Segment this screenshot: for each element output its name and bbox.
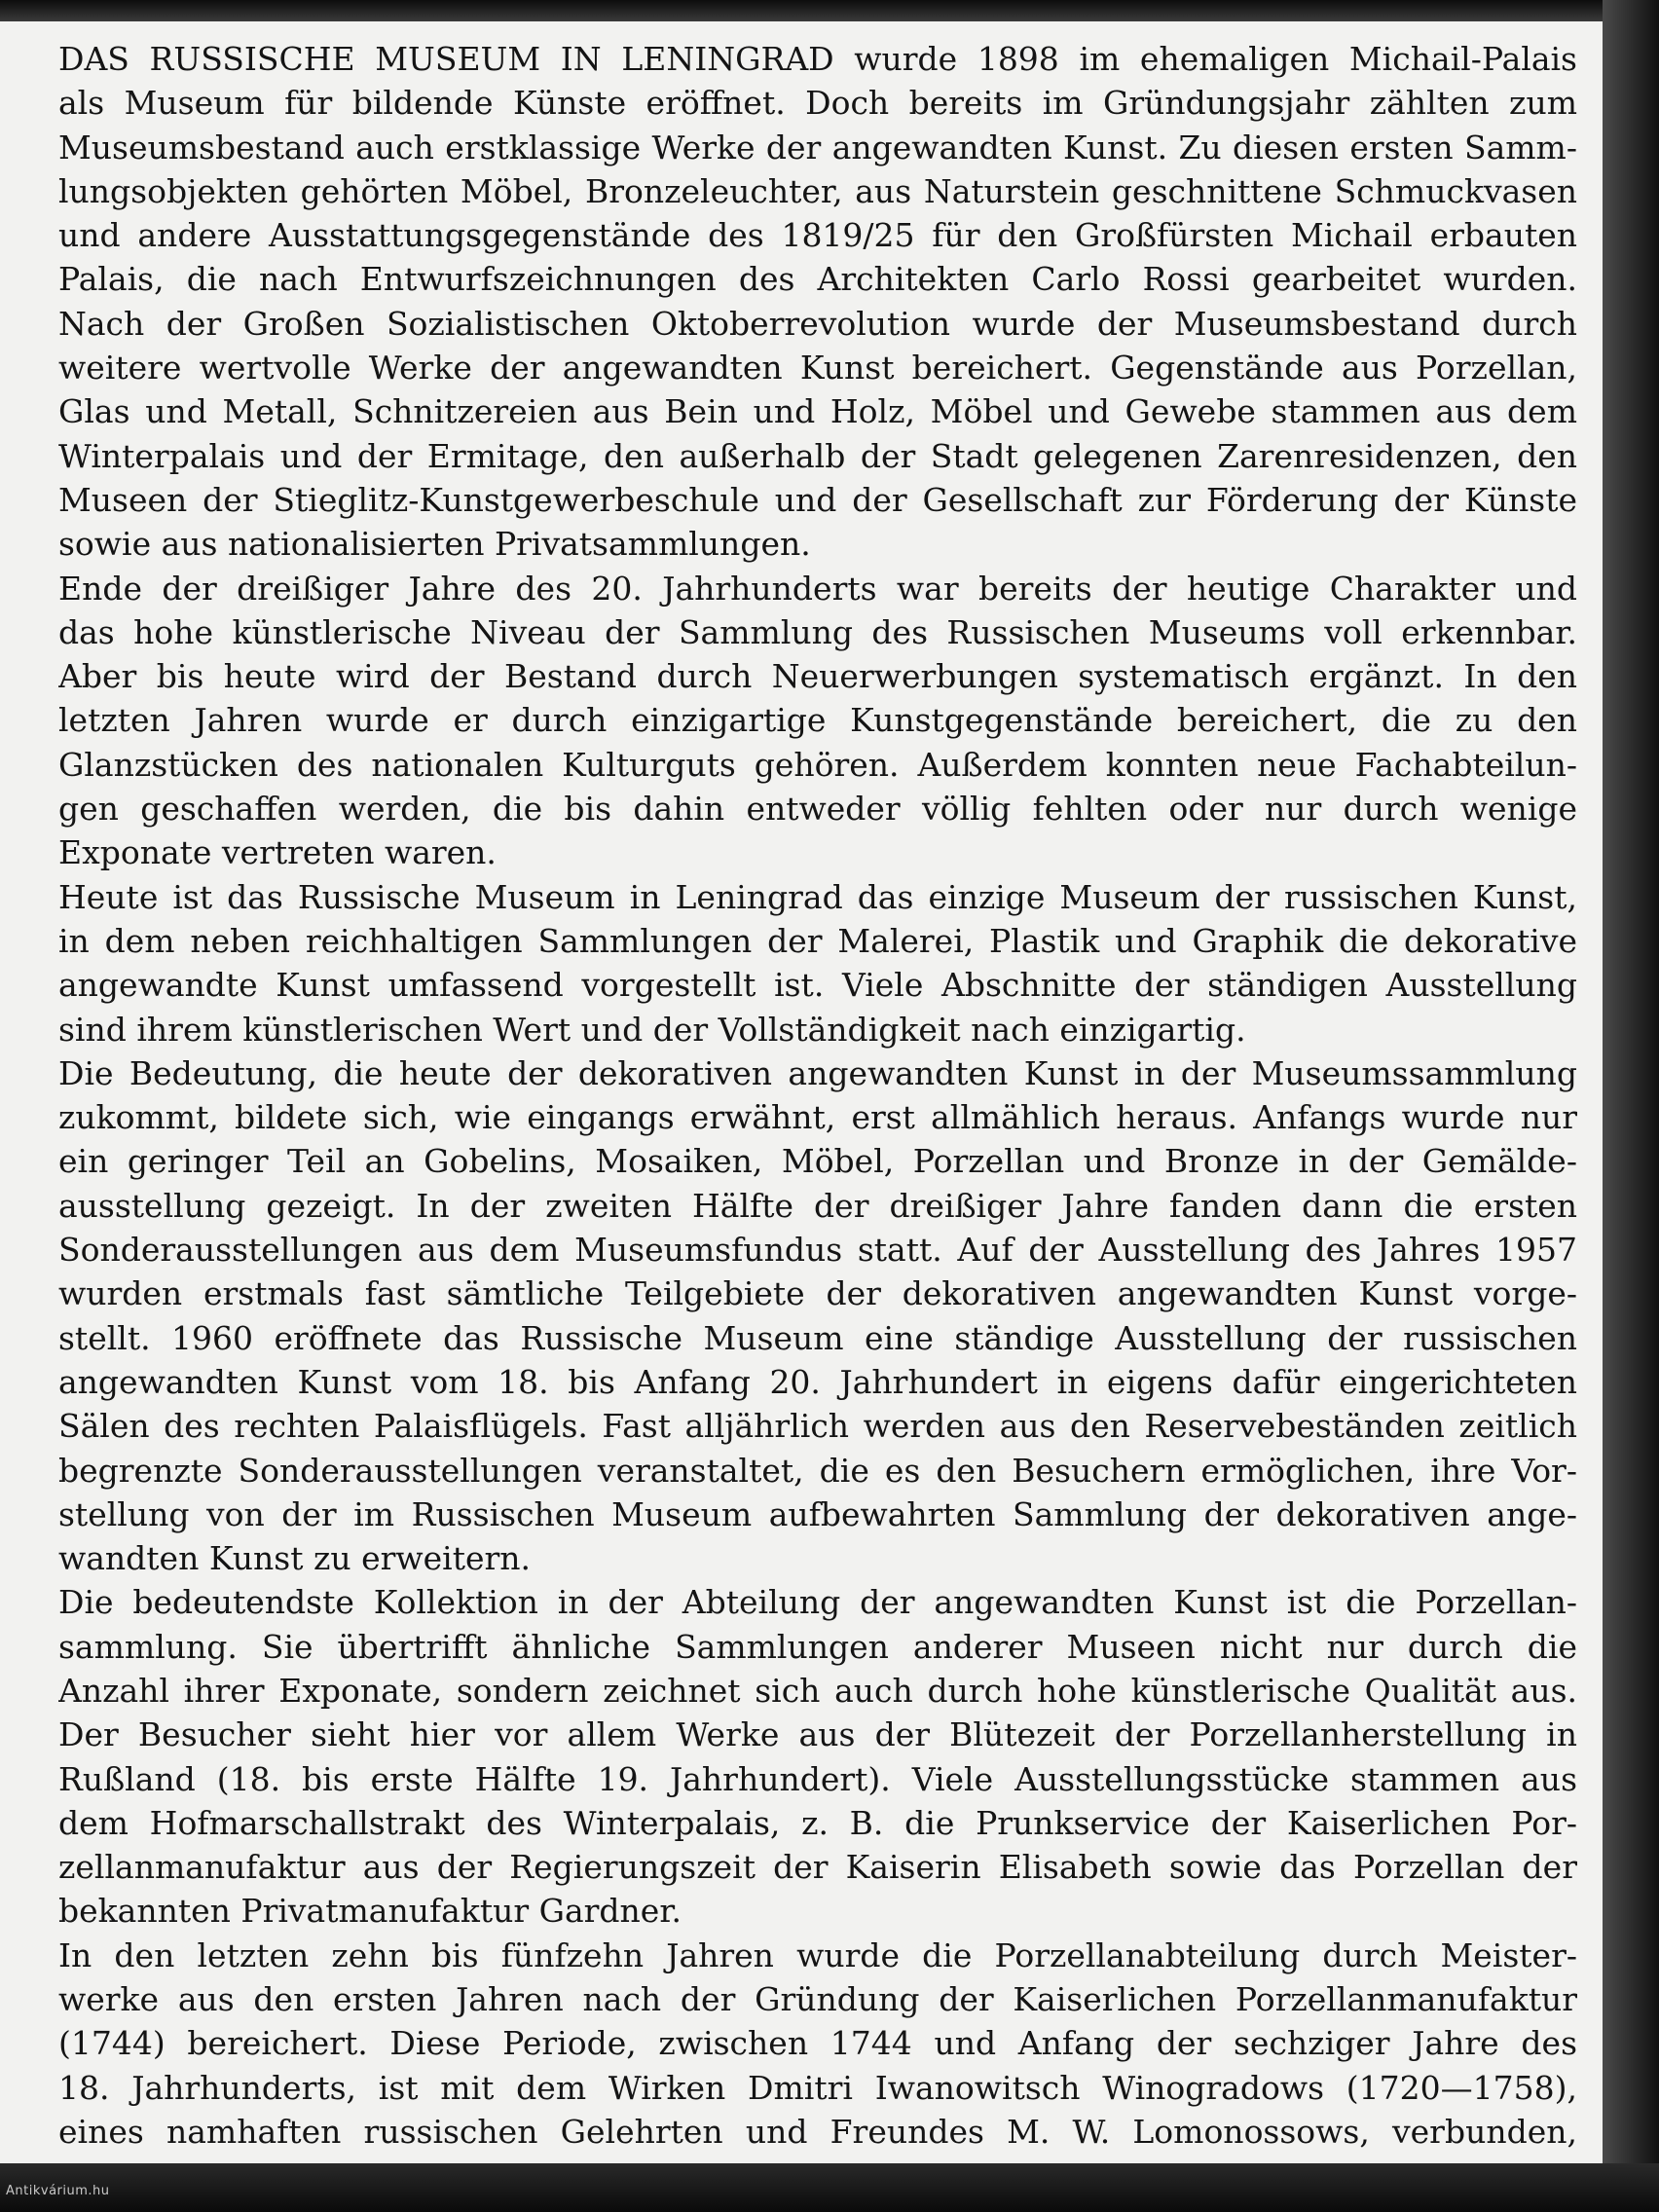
scan-frame-right bbox=[1603, 0, 1659, 2212]
text-line: begrenzte Sonderausstellungen veranstaltet, die es den Besuchern ermöglichen, ihre Vor- bbox=[58, 1451, 1577, 1490]
text-line: Winterpalais und der Ermitage, den außerhalb der Stadt gelegenen Zarenresidenzen, den bbox=[58, 436, 1577, 475]
text-line: 18. Jahrhunderts, ist mit dem Wirken Dmitri Iwanowitsch Winogradows (1720—1758), bbox=[58, 2068, 1577, 2107]
text-line: sind ihrem künstlerischen Wert und der Vollständigkeit nach einzigartig. bbox=[58, 1010, 1246, 1049]
text-line: letzten Jahren wurde er durch einzigartige Kunstgegenstände bereichert, die zu den bbox=[58, 701, 1577, 740]
text-line: dem Hofmarschallstrakt des Winterpalais, z. B. die Prunkservice der Kaiserlichen Por- bbox=[58, 1803, 1577, 1842]
paragraph bbox=[58, 37, 1577, 567]
text-line: Die Bedeutung, die heute der dekorativen angewandten Kunst in der Museumssammlung bbox=[58, 1053, 1577, 1092]
text-line: Glas und Metall, Schnitzereien aus Bein und Holz, Möbel und Gewebe stammen aus dem bbox=[58, 392, 1577, 431]
paragraph bbox=[58, 567, 1577, 875]
text-line: Anzahl ihrer Exponate, sondern zeichnet sich auch durch hohe künstlerische Qualität aus. bbox=[58, 1671, 1577, 1710]
text-line: weitere wertvolle Werke der angewandten Kunst bereichert. Gegenstände aus Porzellan, bbox=[58, 349, 1577, 387]
text-line: sowie aus nationalisierten Privatsammlungen. bbox=[58, 525, 811, 564]
text-line: zukommt, bildete sich, wie eingangs erwähnt, erst allmählich heraus. Anfangs wurde nur bbox=[58, 1098, 1577, 1137]
text-line: lungsobjekten gehörten Möbel, Bronzeleuchter, aus Naturstein geschnittene Schmuckvasen bbox=[58, 171, 1577, 210]
text-line: ein geringer Teil an Gobelins, Mosaiken, Möbel, Porzellan und Bronze in der Gemälde- bbox=[58, 1142, 1577, 1181]
scan-frame-top bbox=[0, 0, 1659, 21]
text-line: Sälen des rechten Palaisflügels. Fast alljährlich werden aus den Reservebeständen zeitlich bbox=[58, 1407, 1577, 1446]
text-line: Exponate vertreten waren. bbox=[58, 833, 497, 872]
scan-frame-bottom bbox=[0, 2163, 1659, 2212]
text-line: Museen der Stieglitz-Kunstgewerbeschule und der Gesellschaft zur Förderung der Künste bbox=[58, 480, 1577, 519]
text-line: stellung von der im Russischen Museum aufbewahrten Sammlung der dekorativen ange- bbox=[58, 1494, 1577, 1533]
text-line: als Museum für bildende Künste eröffnet. Doch bereits im Gründungsjahr zählten zum bbox=[58, 84, 1577, 123]
paragraph bbox=[58, 1934, 1577, 2154]
text-line: Aber bis heute wird der Bestand durch Neuerwerbungen systematisch ergänzt. In den bbox=[58, 657, 1577, 696]
text-line: bekannten Privatmanufaktur Gardner. bbox=[58, 1892, 682, 1931]
text-line: werke aus den ersten Jahren nach der Gründung der Kaiserlichen Porzellanmanufaktur bbox=[58, 1980, 1577, 2019]
text-line: sammlung. Sie übertrifft ähnliche Sammlungen anderer Museen nicht nur durch die bbox=[58, 1627, 1577, 1666]
text-line: ausstellung gezeigt. In der zweiten Hälfte der dreißiger Jahre fanden dann die ersten bbox=[58, 1186, 1577, 1225]
text-line: Glanzstücken des nationalen Kulturguts gehören. Außerdem konnten neue Fachabteilun- bbox=[58, 745, 1577, 784]
text-line: eines namhaften russischen Gelehrten und Freundes M. W. Lomonossows, verbunden, bbox=[58, 2112, 1577, 2151]
text-line: stellt. 1960 eröffnete das Russische Museum eine ständige Ausstellung der russischen bbox=[58, 1318, 1577, 1357]
text-line: zellanmanufaktur aus der Regierungszeit der Kaiserin Elisabeth sowie das Porzellan der bbox=[58, 1848, 1577, 1887]
paragraph bbox=[58, 875, 1577, 1051]
watermark: Antikvárium.hu bbox=[6, 2184, 110, 2198]
text-line: und andere Ausstattungsgegenstände des 1819/25 für den Großfürsten Michail erbauten bbox=[58, 216, 1577, 255]
paragraph bbox=[58, 1580, 1577, 1933]
text-line: Palais, die nach Entwurfszeichnungen des Architekten Carlo Rossi gearbeitet wurden. bbox=[58, 260, 1577, 299]
text-line: das hohe künstlerische Niveau der Sammlung des Russischen Museums voll erkennbar. bbox=[58, 612, 1577, 651]
text-line: angewandten Kunst vom 18. bis Anfang 20. Jahrhundert in eigens dafür eingerichteten bbox=[58, 1362, 1577, 1401]
text-line: Nach der Großen Sozialistischen Oktoberrevolution wurde der Museumsbestand durch bbox=[58, 304, 1577, 343]
text-line: DAS RUSSISCHE MUSEUM IN LENINGRAD wurde 1898 im ehemaligen Michail-Palais bbox=[58, 40, 1577, 78]
text-line: In den letzten zehn bis fünfzehn Jahren wurde die Porzellanabteilung durch Meister- bbox=[58, 1936, 1577, 1974]
text-line: wandten Kunst zu erweitern. bbox=[58, 1539, 532, 1578]
text-line: Rußland (18. bis erste Hälfte 19. Jahrhundert). Viele Ausstellungsstücke stammen aus bbox=[58, 1759, 1577, 1798]
text-line: Die bedeutendste Kollektion in der Abteilung der angewandten Kunst ist die Porzellan- bbox=[58, 1583, 1577, 1622]
text-line: in dem neben reichhaltigen Sammlungen der Malerei, Plastik und Graphik die dekorative bbox=[58, 921, 1577, 960]
text-line: Heute ist das Russische Museum in Leningrad das einzige Museum der russischen Kunst, bbox=[58, 877, 1577, 916]
text-line: angewandte Kunst umfassend vorgestellt ist. Viele Abschnitte der ständigen Ausstellung bbox=[58, 966, 1577, 1005]
text-line: Museumsbestand auch erstklassige Werke der angewandten Kunst. Zu diesen ersten Samm- bbox=[58, 128, 1577, 166]
body-text bbox=[58, 37, 1577, 2154]
paragraph bbox=[58, 1051, 1577, 1581]
text-line: (1744) bereichert. Diese Periode, zwischen 1744 und Anfang der sechziger Jahre des bbox=[58, 2024, 1577, 2063]
text-line: Sonderausstellungen aus dem Museumsfundus statt. Auf der Ausstellung des Jahres 1957 bbox=[58, 1231, 1577, 1270]
text-line: Ende der dreißiger Jahre des 20. Jahrhunderts war bereits der heutige Charakter und bbox=[58, 569, 1577, 608]
text-line: Der Besucher sieht hier vor allem Werke aus der Blütezeit der Porzellanherstellung in bbox=[58, 1715, 1577, 1754]
text-line: wurden erstmals fast sämtliche Teilgebiete der dekorativen angewandten Kunst vorge- bbox=[58, 1274, 1577, 1313]
text-line: gen geschaffen werden, die bis dahin entweder völlig fehlten oder nur durch wenige bbox=[58, 790, 1577, 829]
